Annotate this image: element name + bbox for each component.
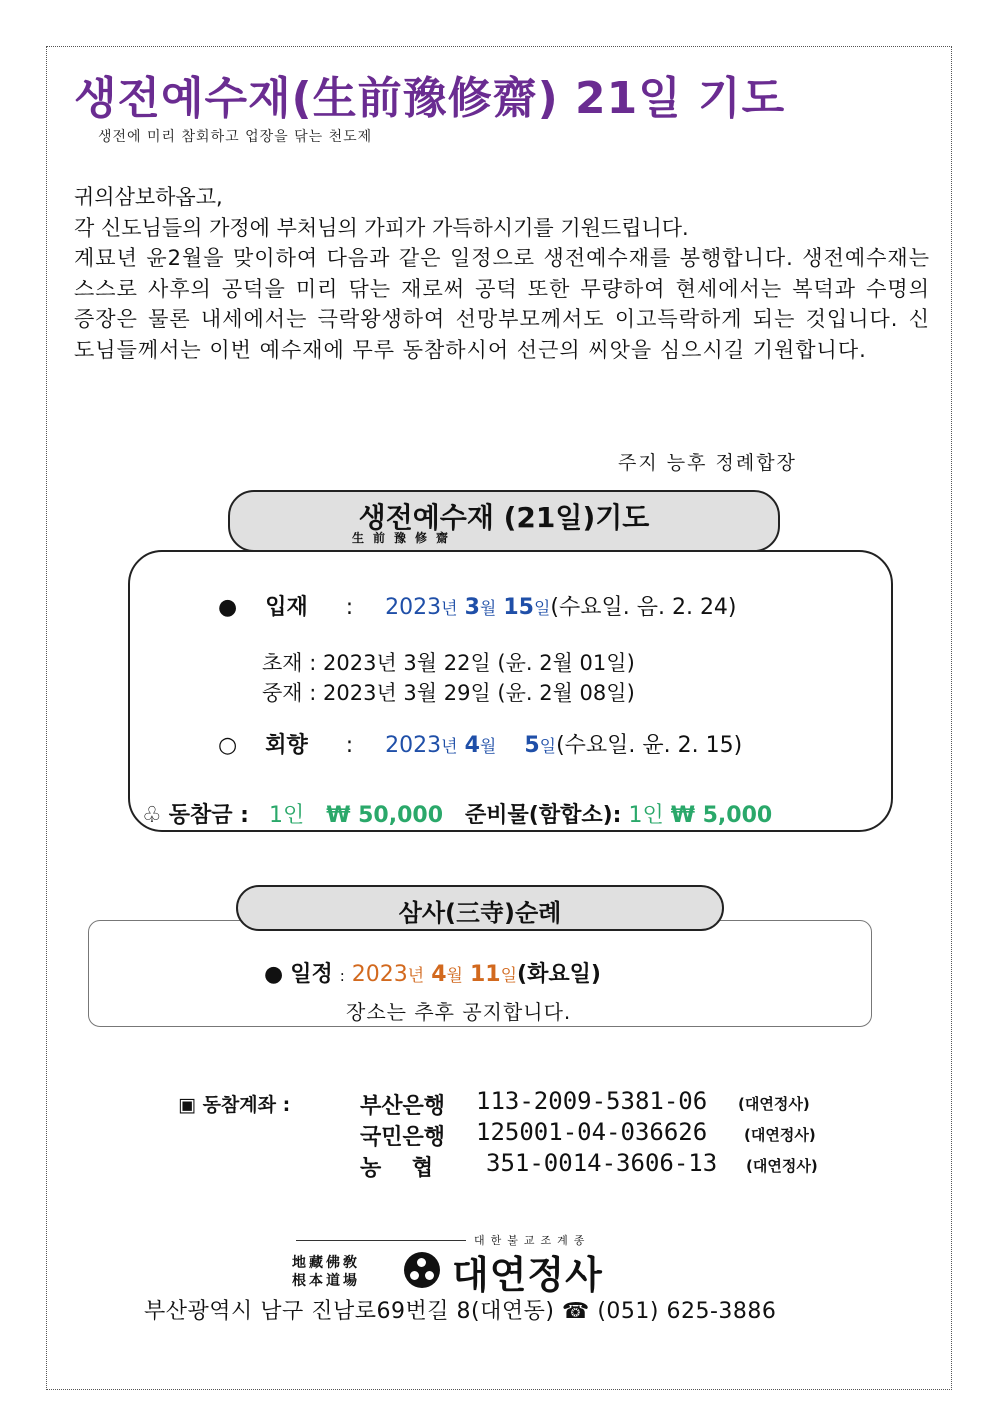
filled-bullet-icon: ● (264, 962, 284, 987)
accounts-label-row (178, 1090, 290, 1117)
pilgrimage-month: 4 (431, 962, 447, 987)
logo-hanja-line-2: 根本道場 (292, 1273, 360, 1289)
address-row (144, 1294, 776, 1325)
signature: 주지 능후 정례합장 (618, 452, 797, 474)
square-bullet-icon: ▣ (178, 1094, 196, 1116)
logo-hanja-line-1: 地藏佛敎 (292, 1255, 360, 1271)
closing-colon: : (345, 733, 354, 758)
section-header-pilgrimage (236, 885, 724, 931)
closing-year-unit: 년 (441, 737, 458, 757)
chojae-row: 초재 : 2023년 3월 22일 (윤. 2월 01일) (262, 651, 635, 675)
phone-icon: ☎ (561, 1299, 590, 1324)
closing-detail: (수요일. 윤. 2. 15) (556, 733, 743, 758)
section-header-yesujae (228, 490, 780, 552)
bank-name-2: 국민은행 (360, 1125, 446, 1150)
entry-month: 3 (464, 595, 480, 620)
fee-per: 1인 (268, 803, 305, 828)
address: 부산광역시 남구 진남로69번길 8(대연동) (144, 1299, 555, 1324)
pilgrimage-year-unit: 년 (407, 966, 425, 986)
entry-label: 입재 (265, 595, 308, 620)
fee-label: 동참금 : (168, 803, 249, 828)
entry-day: 15 (503, 595, 534, 620)
entry-month-unit: 월 (479, 599, 497, 619)
pilgrimage-day-unit: 일 (500, 966, 518, 986)
salutation: 귀의삼보하옵고, (74, 185, 223, 209)
entry-row (218, 590, 737, 621)
bank-name-3: 농 협 (360, 1156, 434, 1181)
filled-bullet-icon: ● (218, 595, 238, 620)
hollow-bullet-icon: ○ (218, 733, 238, 758)
temple-logo-icon (404, 1252, 440, 1288)
closing-month: 4 (464, 733, 480, 758)
closing-day: 5 (524, 733, 540, 758)
entry-year: 2023 (385, 595, 442, 620)
page-subtitle: 생전에 미리 참회하고 업장을 닦는 천도제 (98, 129, 373, 145)
greeting-paragraph: 계묘년 윤2월을 맞이하여 다음과 같은 일정으로 생전예수재를 봉행합니다. 생전예수재는 스스로 사후의 공덕을 미리 닦는 재로써 공덕 또한 무량하여 현세에서는 복덕과 수명의 증장은 물론 내세에서는 극락왕생하여 선망부모께서도 이고득락하게 되는 것입니다. 신도님들께서는 이번 예수재에 무루 동참하시어 선근의 씨앗을 심으시길 기원합니다. (74, 246, 930, 362)
closing-day-unit: 일 (539, 737, 557, 757)
entry-year-unit: 년 (441, 599, 458, 619)
fee-row (142, 798, 772, 829)
prep-per: 1인 (628, 803, 664, 828)
account-number-1: 113-2009-5381-06 (476, 1087, 708, 1115)
closing-label: 회향 (265, 733, 308, 758)
pilgrimage-label: 일정 (290, 962, 333, 987)
section-title-pilgrimage: 삼사(三寺)순례 (398, 899, 562, 927)
order-name: 대한불교조계종 (474, 1234, 591, 1247)
logo-divider (296, 1240, 466, 1241)
entry-colon: : (345, 595, 354, 620)
entry-detail: (수요일. 음. 2. 24) (550, 595, 737, 620)
fee-amount: ₩ 50,000 (326, 803, 444, 828)
prep-label: 준비물(함합소): (465, 803, 622, 828)
entry-day-unit: 일 (533, 599, 551, 619)
pilgrimage-note: 장소는 추후 공지합니다. (346, 1000, 572, 1024)
section-title-yesujae: 생전예수재 (21일)기도 (358, 501, 650, 534)
page-title: 생전예수재(生前豫修齋) 21일 기도 (74, 73, 786, 124)
club-icon: ♧ (142, 803, 162, 828)
account-holder-2: (대연정사) (744, 1126, 816, 1144)
closing-row (218, 728, 742, 759)
accounts-label: 동참계좌 : (202, 1094, 291, 1116)
temple-name: 대연정사 (452, 1253, 603, 1297)
account-number-2: 125001-04-036626 (476, 1118, 708, 1146)
closing-month-unit: 월 (479, 737, 497, 757)
account-holder-1: (대연정사) (738, 1095, 810, 1113)
greeting-text (74, 182, 930, 365)
pilgrimage-colon: : (339, 967, 345, 985)
pilgrimage-month-unit: 월 (446, 966, 463, 986)
account-number-3: 351-0014-3606-13 (486, 1149, 718, 1177)
closing-year: 2023 (385, 733, 442, 758)
prep-amount: ₩ 5,000 (670, 803, 773, 828)
account-holder-3: (대연정사) (746, 1157, 818, 1175)
pilgrimage-year: 2023 (351, 962, 408, 987)
pilgrimage-date-row (264, 957, 601, 988)
bank-name-1: 부산은행 (360, 1094, 446, 1119)
phone-number: (051) 625-3886 (597, 1299, 777, 1324)
logo-hanja (292, 1254, 360, 1290)
greeting-line-1: 각 신도님들의 가정에 부처님의 가피가 가득하시기를 기원드립니다. (74, 215, 689, 240)
pilgrimage-detail: (화요일) (517, 962, 601, 987)
section-hanja: 生前豫修齋 (352, 531, 458, 545)
jungjae-row: 중재 : 2023년 3월 29일 (윤. 2월 08일) (262, 681, 635, 705)
pilgrimage-day: 11 (469, 962, 501, 987)
